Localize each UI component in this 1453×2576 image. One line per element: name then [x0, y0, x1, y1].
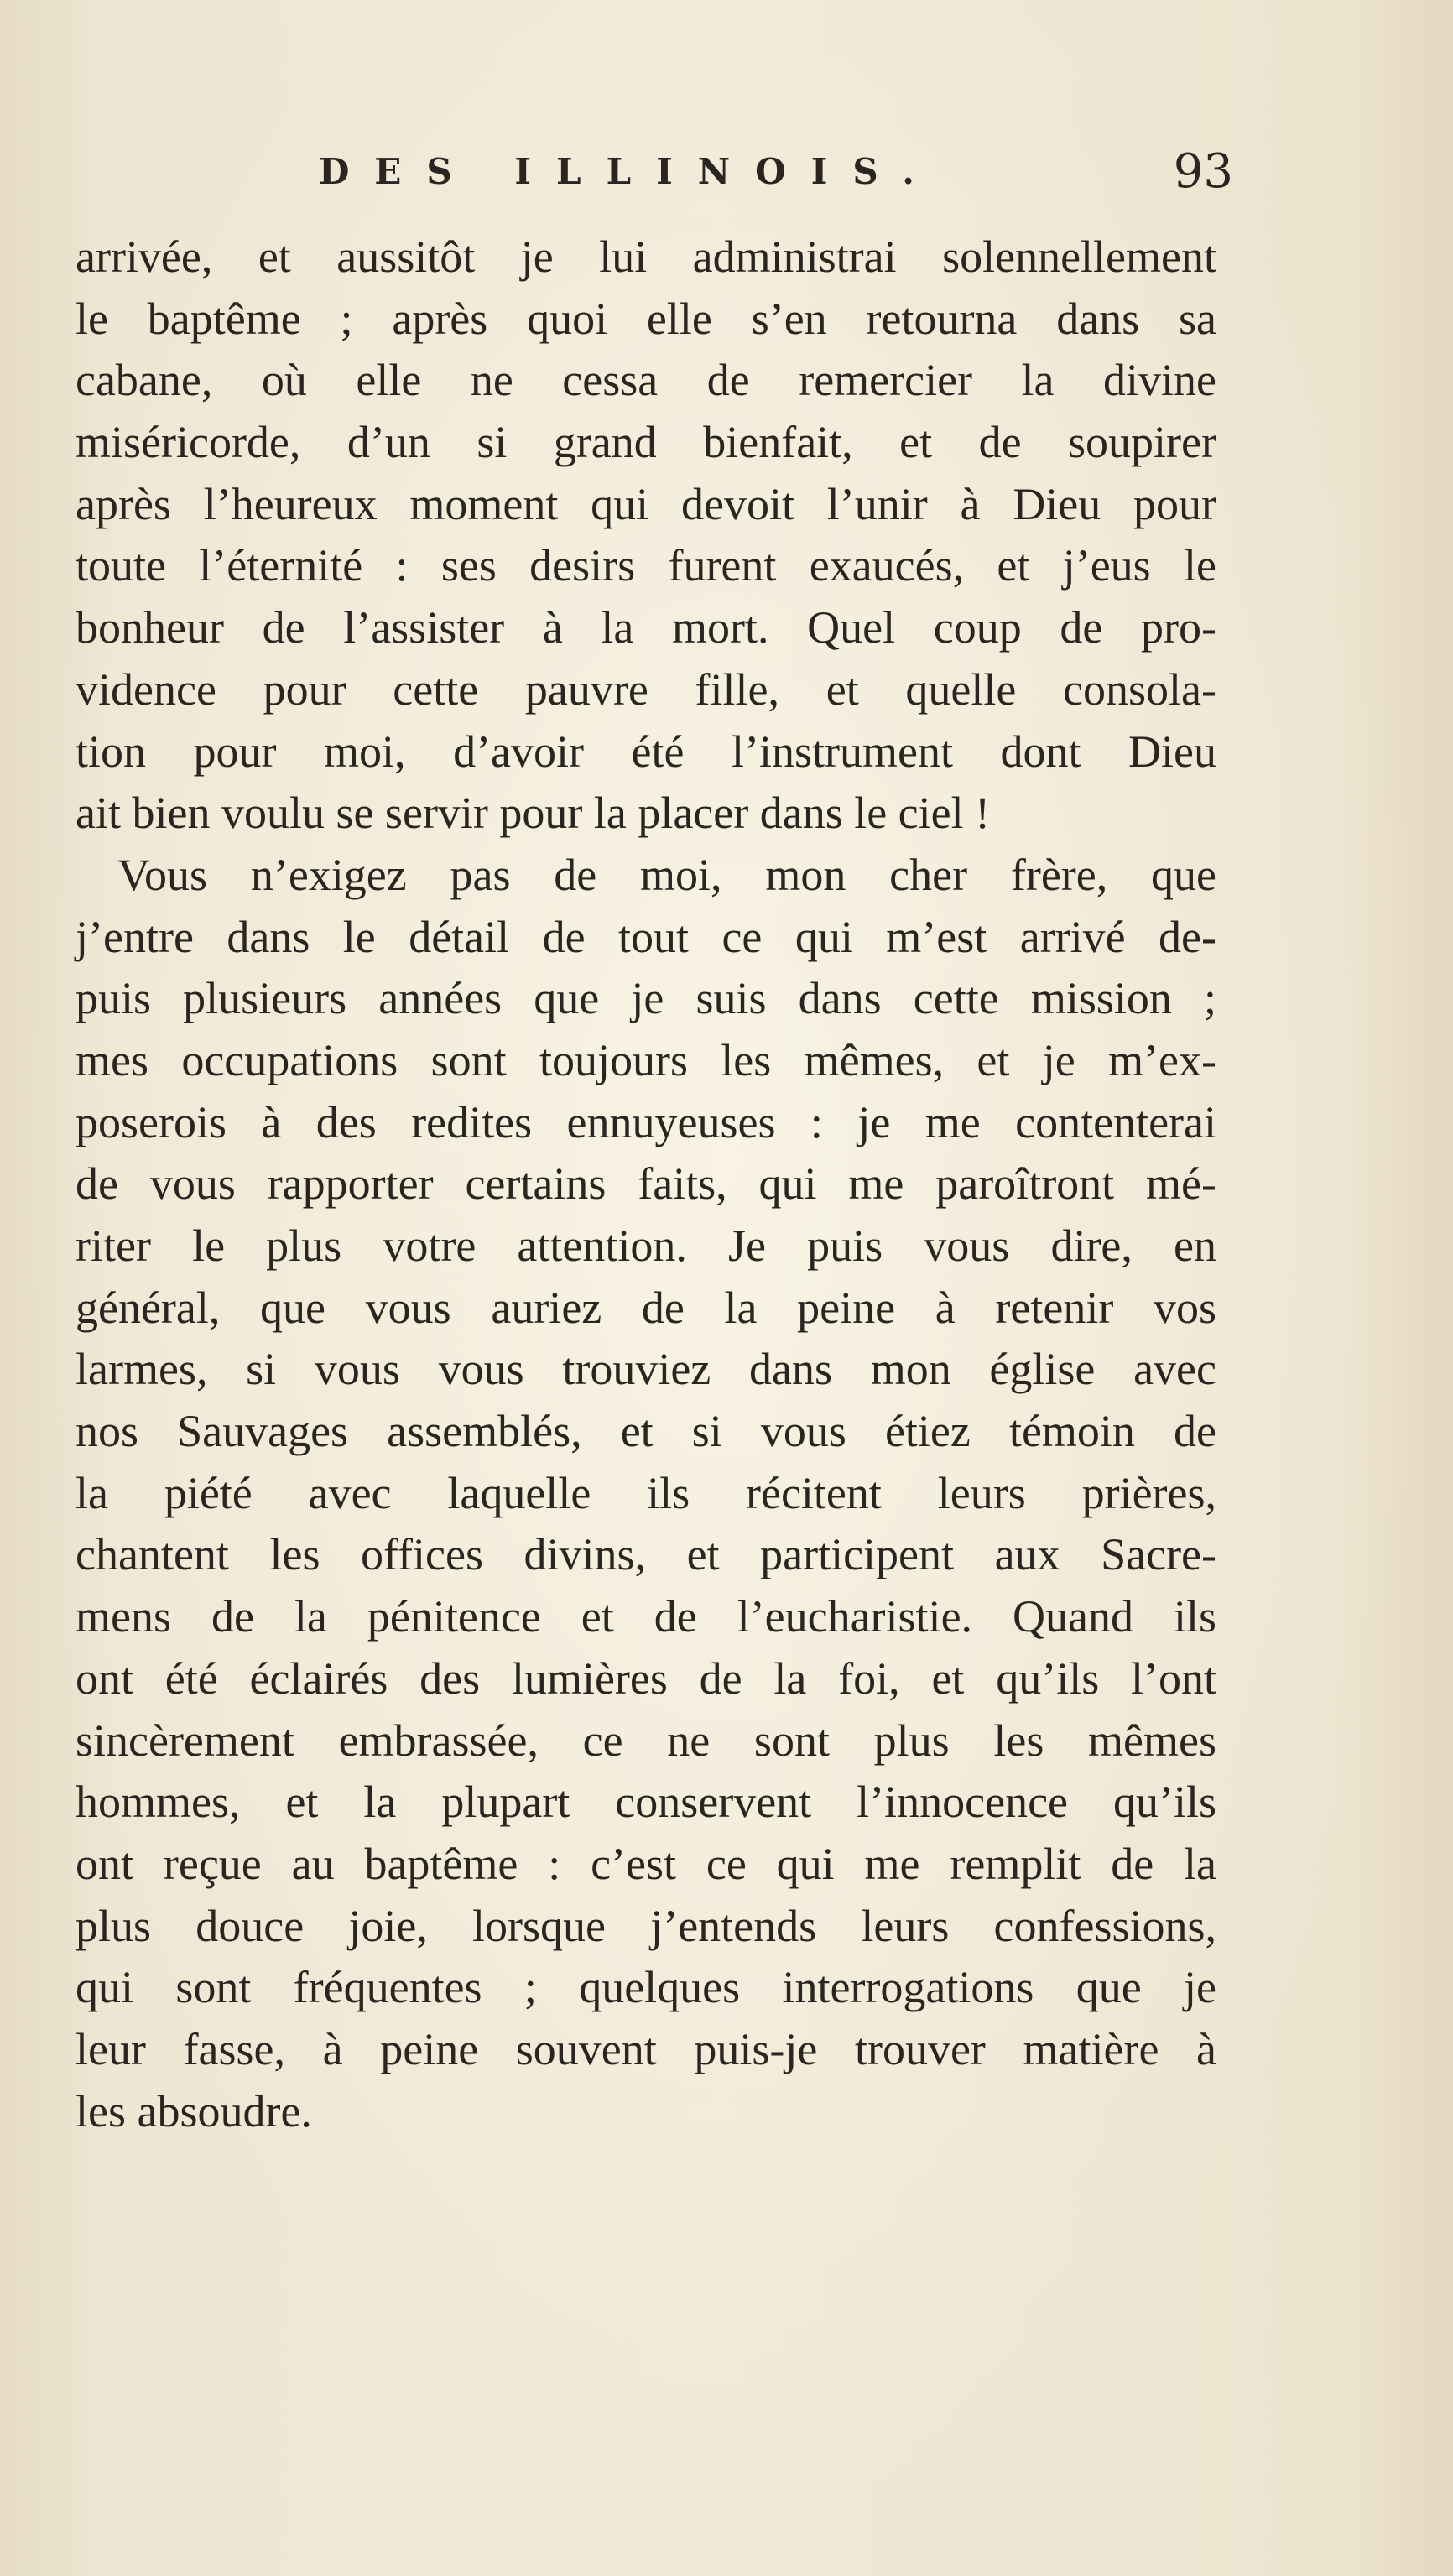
- text-line: nos Sauvages assemblés, et si vous étiez témoin de: [76, 1406, 1216, 1457]
- text-line: tion pour moi, d’avoir été l’instrument dont Dieu: [76, 726, 1216, 777]
- text-line: larmes, si vous vous trouviez dans mon église avec: [76, 1344, 1216, 1395]
- text-line: sincèrement embrassée, ce ne sont plus les mêmes: [76, 1715, 1216, 1766]
- text-line: miséricorde, d’un si grand bienfait, et de soupirer: [76, 417, 1216, 468]
- body-text: [76, 226, 1216, 2142]
- text-line: j’entre dans le détail de tout ce qui m’est arrivé de-: [76, 911, 1216, 962]
- page-number: 93: [1173, 144, 1233, 199]
- text-line: après l’heureux moment qui devoit l’unir à Dieu pour: [76, 478, 1216, 529]
- text-line: cabane, où elle ne cessa de remercier la divine: [76, 355, 1216, 406]
- text-line: ont été éclairés des lumières de la foi, et qu’ils l’ont: [76, 1652, 1216, 1704]
- text-line: général, que vous auriez de la peine à retenir vos: [76, 1282, 1216, 1333]
- text-line: qui sont fréquentes ; quelques interrogations que je: [76, 1962, 1216, 2013]
- text-line: leur fasse, à peine souvent puis-je trouver matière à: [76, 2023, 1216, 2074]
- paragraph-end-line: les absoudre.: [76, 2085, 312, 2136]
- text-line: plus douce joie, lorsque j’entends leurs confessions,: [76, 1900, 1216, 1951]
- text-line: ont reçue au baptême : c’est ce qui me remplit de la: [76, 1838, 1216, 1889]
- text-line: mes occupations sont toujours les mêmes, et je m’ex-: [76, 1034, 1216, 1085]
- text-line: puis plusieurs années que je suis dans cette mission ;: [76, 973, 1216, 1024]
- text-line: mens de la pénitence et de l’eucharistie. Quand ils: [76, 1591, 1216, 1642]
- page-header: [319, 144, 1233, 211]
- text-line: le baptême ; après quoi elle s’en retourna dans sa: [76, 293, 1216, 344]
- text-line: toute l’éternité : ses desirs furent exaucés, et j’eus le: [76, 540, 1216, 591]
- running-title: DES ILLINOIS.: [319, 151, 940, 192]
- paragraph-end-line: ait bien voulu se servir pour la placer dans le ciel !: [76, 788, 991, 839]
- text-line: poserois à des redites ennuyeuses : je me contenterai: [76, 1096, 1216, 1147]
- text-line: bonheur de l’assister à la mort. Quel coup de pro-: [76, 602, 1216, 653]
- text-line: arrivée, et aussitôt je lui administrai solennellement: [76, 232, 1216, 282]
- text-line: riter le plus votre attention. Je puis vous dire, en: [76, 1220, 1216, 1271]
- text-line: de vous rapporter certains faits, qui me paroîtront mé-: [76, 1158, 1216, 1210]
- text-line: hommes, et la plupart conservent l’innocence qu’ils: [76, 1777, 1216, 1828]
- paragraph-start-line: Vous n’exigez pas de moi, mon cher frère, que: [117, 849, 1216, 900]
- text-line: vidence pour cette pauvre fille, et quelle consola-: [76, 664, 1216, 715]
- text-line: la piété avec laquelle ils récitent leurs prières,: [76, 1467, 1216, 1518]
- text-line: chantent les offices divins, et participent aux Sacre-: [76, 1529, 1216, 1580]
